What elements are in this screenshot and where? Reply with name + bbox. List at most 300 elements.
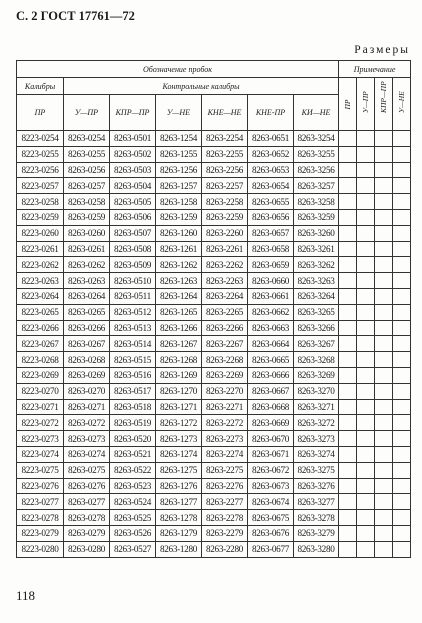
note-cell bbox=[393, 194, 411, 210]
column-header: КПР—ПР bbox=[110, 95, 156, 131]
note-cell bbox=[393, 367, 411, 383]
table-cell: 8223-0256 bbox=[17, 162, 64, 178]
note-cell bbox=[375, 446, 393, 462]
table-cell: 8263-0666 bbox=[248, 367, 294, 383]
table-row bbox=[17, 241, 411, 257]
table-cell: 8263-2266 bbox=[202, 320, 248, 336]
table-cell: 8263-0262 bbox=[64, 257, 110, 273]
table-cell: 8263-3279 bbox=[294, 525, 339, 541]
note-cell bbox=[375, 131, 393, 147]
table-cell: 8263-2261 bbox=[202, 241, 248, 257]
table-cell: 8263-0501 bbox=[110, 131, 156, 147]
table-row bbox=[17, 415, 411, 431]
table-cell: 8223-0268 bbox=[17, 352, 64, 368]
note-cell bbox=[393, 336, 411, 352]
table-cell: 8263-1275 bbox=[156, 462, 202, 478]
note-cell bbox=[375, 367, 393, 383]
table-cell: 8263-0507 bbox=[110, 225, 156, 241]
table-cell: 8223-0258 bbox=[17, 194, 64, 210]
table-cell: 8263-2268 bbox=[202, 352, 248, 368]
note-cell bbox=[393, 478, 411, 494]
table-cell: 8263-0265 bbox=[64, 304, 110, 320]
note-cell bbox=[357, 131, 375, 147]
note-cell bbox=[375, 510, 393, 526]
note-cell bbox=[393, 510, 411, 526]
table-cell: 8223-0254 bbox=[17, 131, 64, 147]
note-cell bbox=[339, 131, 357, 147]
table-cell: 8223-0267 bbox=[17, 336, 64, 352]
column-header: КНЕ—НЕ bbox=[202, 95, 248, 131]
table-cell: 8223-0261 bbox=[17, 241, 64, 257]
table-cell: 8263-0520 bbox=[110, 431, 156, 447]
table-cell: 8223-0263 bbox=[17, 273, 64, 289]
table-cell: 8263-0510 bbox=[110, 273, 156, 289]
table-cell: 8263-0673 bbox=[248, 478, 294, 494]
table-cell: 8263-1261 bbox=[156, 241, 202, 257]
table-cell: 8263-3266 bbox=[294, 320, 339, 336]
table-cell: 8263-1274 bbox=[156, 446, 202, 462]
table-cell: 8263-1262 bbox=[156, 257, 202, 273]
table-cell: 8223-0264 bbox=[17, 288, 64, 304]
kalibry-header: Калибры bbox=[17, 78, 64, 95]
table-cell: 8263-2254 bbox=[202, 131, 248, 147]
table-row bbox=[17, 336, 411, 352]
table-cell: 8263-2263 bbox=[202, 273, 248, 289]
note-cell bbox=[339, 352, 357, 368]
table-cell: 8263-1270 bbox=[156, 383, 202, 399]
table-cell: 8263-3267 bbox=[294, 336, 339, 352]
table-cell: 8263-3268 bbox=[294, 352, 339, 368]
note-cell bbox=[339, 225, 357, 241]
table-cell: 8263-3256 bbox=[294, 162, 339, 178]
table-cell: 8263-0277 bbox=[64, 494, 110, 510]
table-cell: 8263-1269 bbox=[156, 367, 202, 383]
table-cell: 8223-0260 bbox=[17, 225, 64, 241]
note-cell bbox=[357, 541, 375, 557]
table-row bbox=[17, 304, 411, 320]
table-row bbox=[17, 399, 411, 415]
note-cell bbox=[339, 478, 357, 494]
table-cell: 8263-2271 bbox=[202, 399, 248, 415]
table-cell: 8263-1258 bbox=[156, 194, 202, 210]
note-cell bbox=[339, 525, 357, 541]
note-cell bbox=[357, 431, 375, 447]
note-cell bbox=[375, 336, 393, 352]
note-cell bbox=[393, 273, 411, 289]
note-cell bbox=[375, 194, 393, 210]
table-cell: 8263-0515 bbox=[110, 352, 156, 368]
table-cell: 8263-1260 bbox=[156, 225, 202, 241]
table-cell: 8263-0268 bbox=[64, 352, 110, 368]
note-cell bbox=[357, 146, 375, 162]
table-cell: 8223-0269 bbox=[17, 367, 64, 383]
note-cell bbox=[357, 288, 375, 304]
note-cell bbox=[393, 383, 411, 399]
note-cell bbox=[339, 241, 357, 257]
table-row bbox=[17, 462, 411, 478]
table-cell: 8263-0508 bbox=[110, 241, 156, 257]
note-cell bbox=[375, 209, 393, 225]
table-body bbox=[17, 131, 411, 558]
table-cell: 8263-3257 bbox=[294, 178, 339, 194]
table-cell: 8263-0655 bbox=[248, 194, 294, 210]
note-cell bbox=[393, 241, 411, 257]
table-cell: 8263-0274 bbox=[64, 446, 110, 462]
note-cell bbox=[357, 320, 375, 336]
table-cell: 8263-3262 bbox=[294, 257, 339, 273]
table-row bbox=[17, 446, 411, 462]
table-cell: 8223-0255 bbox=[17, 146, 64, 162]
table-cell: 8263-0675 bbox=[248, 510, 294, 526]
table-cell: 8263-0656 bbox=[248, 209, 294, 225]
table-row bbox=[17, 162, 411, 178]
note-cell bbox=[339, 288, 357, 304]
table-row bbox=[17, 146, 411, 162]
note-cell bbox=[357, 367, 375, 383]
table-cell: 8263-2258 bbox=[202, 194, 248, 210]
table-cell: 8263-0512 bbox=[110, 304, 156, 320]
note-cell bbox=[339, 494, 357, 510]
note-cell bbox=[393, 541, 411, 557]
table-cell: 8263-1257 bbox=[156, 178, 202, 194]
note-cell bbox=[357, 162, 375, 178]
table-cell: 8263-0505 bbox=[110, 194, 156, 210]
table-cell: 8263-0279 bbox=[64, 525, 110, 541]
group-header: Обозначение пробок bbox=[17, 61, 339, 78]
table-cell: 8263-0257 bbox=[64, 178, 110, 194]
table-cell: 8263-2276 bbox=[202, 478, 248, 494]
note-cell bbox=[357, 209, 375, 225]
table-cell: 8263-0273 bbox=[64, 431, 110, 447]
note-cell bbox=[375, 273, 393, 289]
note-cell bbox=[357, 525, 375, 541]
table-cell: 8263-0270 bbox=[64, 383, 110, 399]
table-cell: 8263-3277 bbox=[294, 494, 339, 510]
table-cell: 8263-0264 bbox=[64, 288, 110, 304]
note-cell bbox=[339, 462, 357, 478]
table-cell: 8263-1256 bbox=[156, 162, 202, 178]
table-row bbox=[17, 367, 411, 383]
note-cell bbox=[339, 383, 357, 399]
table-cell: 8263-1263 bbox=[156, 273, 202, 289]
section-title: Размеры bbox=[354, 44, 410, 56]
note-cell bbox=[375, 541, 393, 557]
table-cell: 8263-2262 bbox=[202, 257, 248, 273]
table-cell: 8223-0265 bbox=[17, 304, 64, 320]
table-cell: 8263-0671 bbox=[248, 446, 294, 462]
table-cell: 8223-0270 bbox=[17, 383, 64, 399]
table-cell: 8263-0255 bbox=[64, 146, 110, 162]
table-cell: 8263-0662 bbox=[248, 304, 294, 320]
note-cell bbox=[375, 304, 393, 320]
note-cell bbox=[357, 478, 375, 494]
note-cell bbox=[393, 162, 411, 178]
table-cell: 8263-0661 bbox=[248, 288, 294, 304]
note-cell bbox=[357, 241, 375, 257]
table-row bbox=[17, 525, 411, 541]
note-cell bbox=[393, 494, 411, 510]
table-cell: 8263-2259 bbox=[202, 209, 248, 225]
table-cell: 8263-1259 bbox=[156, 209, 202, 225]
table-row bbox=[17, 288, 411, 304]
table-cell: 8263-1276 bbox=[156, 478, 202, 494]
table-cell: 8263-0524 bbox=[110, 494, 156, 510]
table-cell: 8263-3265 bbox=[294, 304, 339, 320]
note-cell bbox=[393, 352, 411, 368]
table-cell: 8263-2278 bbox=[202, 510, 248, 526]
table-cell: 8263-0256 bbox=[64, 162, 110, 178]
note-cell bbox=[375, 288, 393, 304]
table-cell: 8263-0514 bbox=[110, 336, 156, 352]
table-cell: 8263-2280 bbox=[202, 541, 248, 557]
table-row bbox=[17, 194, 411, 210]
table-row bbox=[17, 478, 411, 494]
note-cell bbox=[357, 178, 375, 194]
table-cell: 8263-0267 bbox=[64, 336, 110, 352]
table-cell: 8263-0506 bbox=[110, 209, 156, 225]
table-cell: 8263-1271 bbox=[156, 399, 202, 415]
note-cell bbox=[357, 462, 375, 478]
table-cell: 8263-1272 bbox=[156, 415, 202, 431]
table-cell: 8263-2279 bbox=[202, 525, 248, 541]
table-cell: 8263-1264 bbox=[156, 288, 202, 304]
note-cell bbox=[357, 399, 375, 415]
table-cell: 8263-0517 bbox=[110, 383, 156, 399]
table-cell: 8223-0257 bbox=[17, 178, 64, 194]
note-cell bbox=[393, 415, 411, 431]
table-cell: 8263-0657 bbox=[248, 225, 294, 241]
table-cell: 8263-2269 bbox=[202, 367, 248, 383]
table-cell: 8263-3270 bbox=[294, 383, 339, 399]
table-cell: 8263-0527 bbox=[110, 541, 156, 557]
table-row bbox=[17, 320, 411, 336]
note-cell bbox=[393, 146, 411, 162]
note-cell bbox=[375, 525, 393, 541]
table-cell: 8263-0272 bbox=[64, 415, 110, 431]
note-col-header: КПР—ПР bbox=[375, 78, 393, 131]
table-cell: 8263-3278 bbox=[294, 510, 339, 526]
note-cell bbox=[357, 257, 375, 273]
note-cell bbox=[375, 478, 393, 494]
table-cell: 8263-3272 bbox=[294, 415, 339, 431]
note-cell bbox=[393, 525, 411, 541]
page-number: 118 bbox=[16, 588, 36, 603]
table-cell: 8263-0260 bbox=[64, 225, 110, 241]
table-cell: 8263-3274 bbox=[294, 446, 339, 462]
note-col-header: ПР bbox=[339, 78, 357, 131]
table-row bbox=[17, 209, 411, 225]
note-cell bbox=[393, 320, 411, 336]
table-cell: 8263-0258 bbox=[64, 194, 110, 210]
table-cell: 8263-0275 bbox=[64, 462, 110, 478]
note-cell bbox=[339, 273, 357, 289]
note-cell bbox=[339, 446, 357, 462]
table-row bbox=[17, 352, 411, 368]
table-cell: 8263-2264 bbox=[202, 288, 248, 304]
note-cell bbox=[357, 383, 375, 399]
note-col-header: У—ПР bbox=[357, 78, 375, 131]
table-cell: 8263-2270 bbox=[202, 383, 248, 399]
table-cell: 8263-3269 bbox=[294, 367, 339, 383]
table-cell: 8223-0259 bbox=[17, 209, 64, 225]
note-cell bbox=[393, 225, 411, 241]
table-cell: 8263-3276 bbox=[294, 478, 339, 494]
table-cell: 8263-0518 bbox=[110, 399, 156, 415]
note-cell bbox=[375, 257, 393, 273]
table-cell: 8263-0665 bbox=[248, 352, 294, 368]
table-row bbox=[17, 510, 411, 526]
note-cell bbox=[339, 510, 357, 526]
table-cell: 8263-2256 bbox=[202, 162, 248, 178]
note-cell bbox=[375, 415, 393, 431]
note-cell bbox=[393, 178, 411, 194]
column-header: КНЕ-ПР bbox=[248, 95, 294, 131]
note-cell bbox=[339, 257, 357, 273]
note-cell bbox=[339, 194, 357, 210]
table-cell: 8263-0280 bbox=[64, 541, 110, 557]
table-cell: 8263-0278 bbox=[64, 510, 110, 526]
note-cell bbox=[357, 336, 375, 352]
table-cell: 8263-3275 bbox=[294, 462, 339, 478]
page-header: С. 2 ГОСТ 17761—72 bbox=[16, 9, 135, 23]
note-cell bbox=[375, 352, 393, 368]
note-cell bbox=[339, 162, 357, 178]
table-cell: 8223-0280 bbox=[17, 541, 64, 557]
table-cell: 8263-0502 bbox=[110, 146, 156, 162]
table-cell: 8263-1267 bbox=[156, 336, 202, 352]
note-cell bbox=[393, 462, 411, 478]
table-cell: 8263-3271 bbox=[294, 399, 339, 415]
table-cell: 8223-0278 bbox=[17, 510, 64, 526]
table-cell: 8263-0667 bbox=[248, 383, 294, 399]
note-cell bbox=[357, 273, 375, 289]
note-cell bbox=[393, 431, 411, 447]
note-cell bbox=[375, 431, 393, 447]
table-cell: 8263-0276 bbox=[64, 478, 110, 494]
note-cell bbox=[357, 510, 375, 526]
table-row bbox=[17, 541, 411, 557]
table-cell: 8263-1273 bbox=[156, 431, 202, 447]
note-cell bbox=[357, 415, 375, 431]
note-cell bbox=[375, 241, 393, 257]
table-cell: 8263-0525 bbox=[110, 510, 156, 526]
table-cell: 8263-0254 bbox=[64, 131, 110, 147]
table-cell: 8263-1254 bbox=[156, 131, 202, 147]
note-cell bbox=[339, 431, 357, 447]
table-cell: 8263-0674 bbox=[248, 494, 294, 510]
table-cell: 8263-2272 bbox=[202, 415, 248, 431]
note-cell bbox=[339, 415, 357, 431]
note-cell bbox=[393, 399, 411, 415]
table-cell: 8223-0262 bbox=[17, 257, 64, 273]
note-cell bbox=[375, 462, 393, 478]
table-cell: 8263-0509 bbox=[110, 257, 156, 273]
note-cell bbox=[375, 178, 393, 194]
table-cell: 8263-1279 bbox=[156, 525, 202, 541]
table-cell: 8263-0511 bbox=[110, 288, 156, 304]
table-cell: 8223-0272 bbox=[17, 415, 64, 431]
table-cell: 8263-0504 bbox=[110, 178, 156, 194]
note-cell bbox=[375, 383, 393, 399]
note-cell bbox=[357, 304, 375, 320]
table-cell: 8263-0526 bbox=[110, 525, 156, 541]
note-cell bbox=[339, 367, 357, 383]
table-cell: 8263-1265 bbox=[156, 304, 202, 320]
table-cell: 8263-0266 bbox=[64, 320, 110, 336]
table-cell: 8263-2257 bbox=[202, 178, 248, 194]
table-cell: 8223-0273 bbox=[17, 431, 64, 447]
note-cell bbox=[357, 446, 375, 462]
table-cell: 8263-0652 bbox=[248, 146, 294, 162]
note-cell bbox=[393, 257, 411, 273]
table-cell: 8263-0521 bbox=[110, 446, 156, 462]
table-cell: 8263-0669 bbox=[248, 415, 294, 431]
table-cell: 8263-1266 bbox=[156, 320, 202, 336]
table-cell: 8263-2273 bbox=[202, 431, 248, 447]
table-cell: 8223-0274 bbox=[17, 446, 64, 462]
table-cell: 8263-0672 bbox=[248, 462, 294, 478]
note-cell bbox=[393, 288, 411, 304]
table-cell: 8263-3254 bbox=[294, 131, 339, 147]
table-cell: 8263-2274 bbox=[202, 446, 248, 462]
note-cell bbox=[339, 146, 357, 162]
column-header: У—ПР bbox=[64, 95, 110, 131]
note-cell bbox=[339, 541, 357, 557]
table-row bbox=[17, 178, 411, 194]
table-cell: 8263-0263 bbox=[64, 273, 110, 289]
column-header: У—НЕ bbox=[156, 95, 202, 131]
table-cell: 8263-0659 bbox=[248, 257, 294, 273]
control-header: Контрольные калибры bbox=[64, 78, 339, 95]
table-cell: 8223-0277 bbox=[17, 494, 64, 510]
table-cell: 8263-0658 bbox=[248, 241, 294, 257]
table-cell: 8263-0677 bbox=[248, 541, 294, 557]
table-cell: 8263-1278 bbox=[156, 510, 202, 526]
table-row bbox=[17, 494, 411, 510]
note-cell bbox=[357, 494, 375, 510]
note-cell bbox=[339, 336, 357, 352]
column-header: КИ—НЕ bbox=[294, 95, 339, 131]
note-cell bbox=[357, 225, 375, 241]
table-row bbox=[17, 225, 411, 241]
note-cell bbox=[375, 162, 393, 178]
table-cell: 8263-0651 bbox=[248, 131, 294, 147]
table-cell: 8263-2265 bbox=[202, 304, 248, 320]
table-cell: 8263-0513 bbox=[110, 320, 156, 336]
table-cell: 8223-0271 bbox=[17, 399, 64, 415]
table-cell: 8263-3258 bbox=[294, 194, 339, 210]
table-cell: 8263-0660 bbox=[248, 273, 294, 289]
table-cell: 8263-0668 bbox=[248, 399, 294, 415]
note-cell bbox=[375, 225, 393, 241]
notes-header: Примечание bbox=[339, 61, 411, 78]
note-cell bbox=[357, 194, 375, 210]
table-cell: 8263-2267 bbox=[202, 336, 248, 352]
table-cell: 8263-3260 bbox=[294, 225, 339, 241]
table-cell: 8223-0266 bbox=[17, 320, 64, 336]
table-cell: 8223-0275 bbox=[17, 462, 64, 478]
table-row bbox=[17, 383, 411, 399]
table-cell: 8263-1277 bbox=[156, 494, 202, 510]
table-cell: 8263-0259 bbox=[64, 209, 110, 225]
table-cell: 8263-2260 bbox=[202, 225, 248, 241]
table-cell: 8263-0503 bbox=[110, 162, 156, 178]
note-cell bbox=[375, 146, 393, 162]
table-cell: 8263-0664 bbox=[248, 336, 294, 352]
table-cell: 8263-3280 bbox=[294, 541, 339, 557]
table-cell: 8263-0523 bbox=[110, 478, 156, 494]
table-cell: 8263-1280 bbox=[156, 541, 202, 557]
